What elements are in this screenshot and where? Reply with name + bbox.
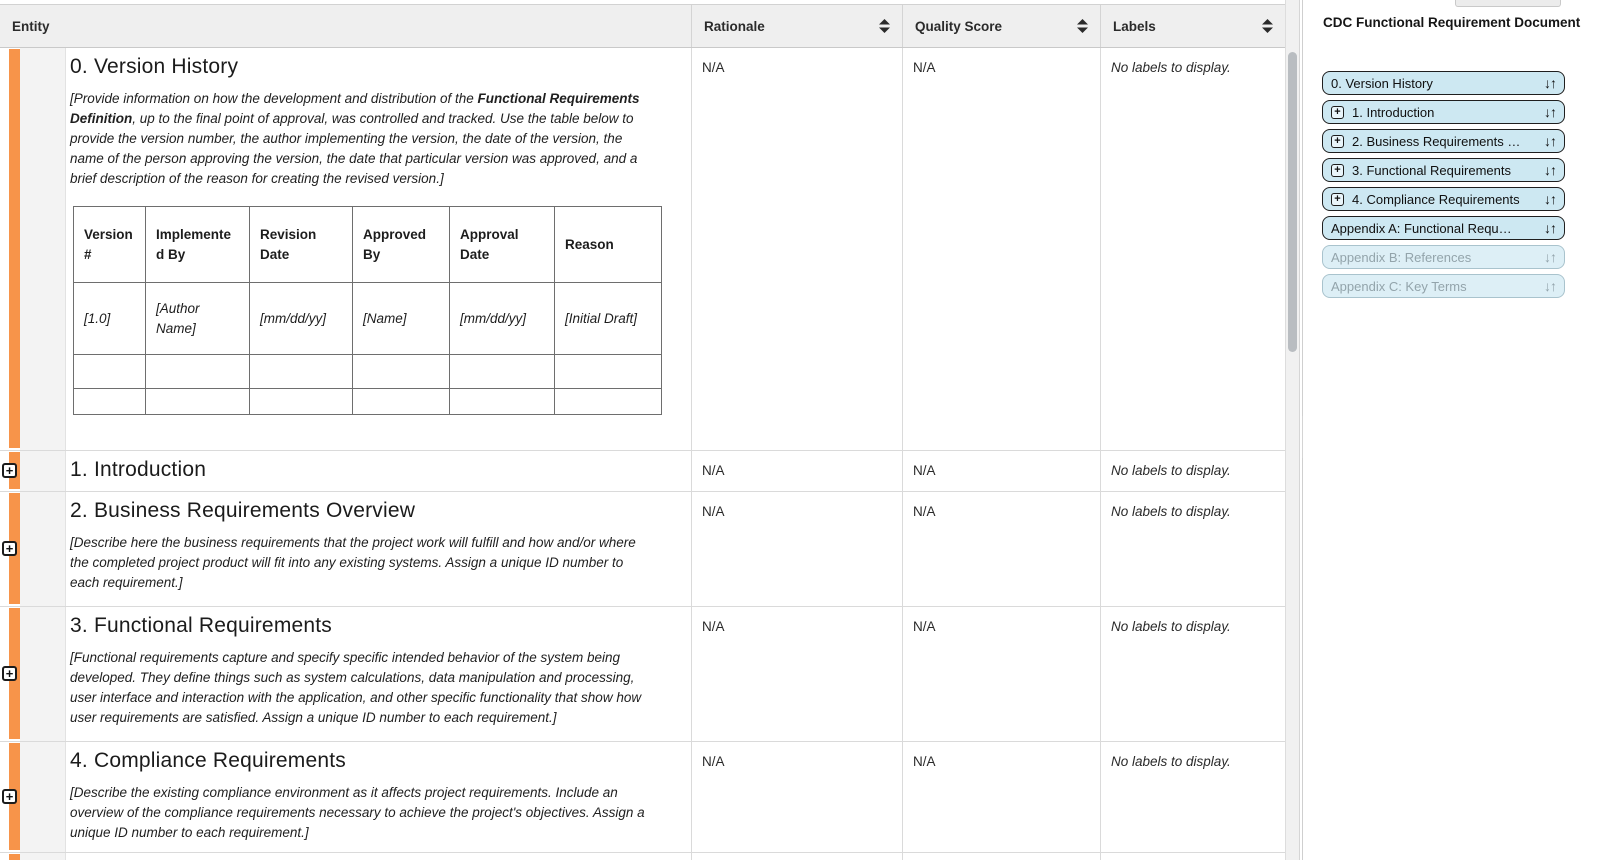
column-label: Entity: [12, 18, 50, 34]
version-table-cell: [74, 355, 146, 389]
version-table-cell: [74, 389, 146, 415]
table-row: [0, 492, 1285, 607]
section-description: [70, 89, 650, 189]
expand-section-icon[interactable]: +: [1331, 106, 1344, 119]
table-row: [0, 607, 1285, 742]
version-table-cell: [146, 389, 250, 415]
version-table-cell: [250, 355, 353, 389]
table-body: [0, 48, 1285, 860]
version-table-cell: [353, 389, 450, 415]
column-label: Quality Score: [915, 18, 1003, 34]
sort-icon[interactable]: [1262, 19, 1273, 33]
column-header-quality-score[interactable]: [902, 5, 1100, 47]
rationale-cell: N/A: [691, 48, 902, 450]
outline-item[interactable]: [1322, 245, 1565, 269]
expand-row-button[interactable]: +: [2, 789, 17, 804]
expand-row-button[interactable]: +: [2, 541, 17, 556]
labels-cell: No labels to display.: [1100, 48, 1285, 450]
column-header-rationale[interactable]: [691, 5, 902, 47]
version-table-cell: [mm/dd/yy]: [250, 283, 353, 355]
table-row: [0, 48, 1285, 451]
table-header-row: [0, 4, 1285, 48]
vertical-scrollbar-track[interactable]: [1285, 0, 1300, 860]
row-gutter: [20, 853, 66, 860]
labels-cell: No labels to display.: [1100, 742, 1285, 852]
outline-item-label: 3. Functional Requirements: [1352, 162, 1511, 178]
labels-cell: [1100, 853, 1285, 860]
browser-tab-edge[interactable]: [1455, 0, 1561, 7]
labels-cell: No labels to display.: [1100, 492, 1285, 606]
entity-cell: [0, 607, 691, 741]
version-table-header-cell: Version #: [74, 207, 146, 283]
outline-item-label: Appendix C: Key Terms: [1331, 278, 1467, 294]
move-up-down-icon[interactable]: ↓↑: [1544, 220, 1556, 236]
version-table-cell: [353, 355, 450, 389]
entity-cell: [0, 742, 691, 852]
column-header-entity: [0, 5, 691, 47]
description-text: [Describe here the business requirements that the project work will fulfill and how and/or where the completed project product will fit into any existing systems. Assign a unique ID number to each requirement.]: [70, 535, 636, 590]
outline-item[interactable]: [1322, 71, 1565, 95]
version-table-cell: [1.0]: [74, 283, 146, 355]
section-heading: 2. Business Requirements Overview: [70, 499, 416, 522]
section-heading: 3. Functional Requirements: [70, 614, 332, 637]
section-heading: 1. Introduction: [70, 458, 207, 481]
outline-item-label: 2. Business Requirements …: [1352, 133, 1521, 149]
sort-icon[interactable]: [1077, 19, 1088, 33]
entity-cell: [0, 48, 691, 450]
quality-score-cell: N/A: [902, 607, 1100, 741]
version-table-cell: [555, 355, 662, 389]
version-table-cell: [450, 355, 555, 389]
table-row: [0, 451, 1285, 492]
table-row-partial: [0, 853, 1285, 860]
entity-cell: [0, 853, 691, 860]
outline-item[interactable]: [1322, 216, 1565, 240]
outline-item[interactable]: [1322, 158, 1565, 182]
move-up-down-icon[interactable]: ↓↑: [1544, 278, 1556, 294]
row-gutter: [20, 451, 66, 491]
description-text: [Describe the existing compliance environment as it affects project requirements. Include an overview of the compliance requirements necessary to achieve the project's objectives. Assign a unique ID number to each requirement.]: [70, 785, 645, 840]
outline-item-label: 1. Introduction: [1352, 104, 1435, 120]
move-up-down-icon[interactable]: ↓↑: [1544, 133, 1556, 149]
document-outline-panel: [1303, 0, 1606, 860]
quality-score-cell: N/A: [902, 451, 1100, 491]
expand-section-icon[interactable]: +: [1331, 193, 1344, 206]
rationale-cell: N/A: [691, 742, 902, 852]
entity-cell: [0, 492, 691, 606]
move-up-down-icon[interactable]: ↓↑: [1544, 249, 1556, 265]
labels-cell: No labels to display.: [1100, 607, 1285, 741]
document-title: CDC Functional Requirement Document: [1323, 15, 1581, 30]
version-table-header-cell: Approved By: [353, 207, 450, 283]
version-table-header-cell: Implemented By: [146, 207, 250, 283]
outline-list: [1322, 71, 1565, 298]
quality-score-cell: N/A: [902, 492, 1100, 606]
quality-score-cell: N/A: [902, 48, 1100, 450]
version-table-row: [74, 283, 662, 355]
table-row: [0, 742, 1285, 853]
section-heading: 4. Compliance Requirements: [70, 749, 346, 772]
version-table-cell: [Initial Draft]: [555, 283, 662, 355]
version-table-cell: [146, 355, 250, 389]
outline-item-label: 0. Version History: [1331, 75, 1433, 91]
outline-item[interactable]: [1322, 129, 1565, 153]
move-up-down-icon[interactable]: ↓↑: [1544, 104, 1556, 120]
column-label: Labels: [1113, 18, 1156, 34]
row-gutter: [20, 48, 66, 450]
expand-row-button[interactable]: +: [2, 666, 17, 681]
description-text: [Functional requirements capture and specify specific intended behavior of the system being developed. They define things such as system calculations, data manipulation and processing, user interface and interaction with the application, and other specific functionality that show how user requirements are satisfied. Assign a unique ID number to each requirement.]: [70, 650, 642, 725]
version-history-table: [73, 206, 662, 415]
row-accent-bar: [9, 854, 20, 860]
row-gutter: [20, 492, 66, 606]
row-gutter: [20, 607, 66, 741]
quality-score-cell: N/A: [902, 742, 1100, 852]
section-description: [70, 783, 650, 843]
quality-score-cell: [902, 853, 1100, 860]
outline-item-label: 4. Compliance Requirements: [1352, 191, 1520, 207]
version-table-header-cell: Revision Date: [250, 207, 353, 283]
version-table-cell: [250, 389, 353, 415]
version-table-row: [74, 355, 662, 389]
entity-cell: [0, 451, 691, 491]
outline-item[interactable]: [1322, 274, 1565, 298]
move-up-down-icon[interactable]: ↓↑: [1544, 162, 1556, 178]
rationale-cell: [691, 853, 902, 860]
version-table-header-cell: Approval Date: [450, 207, 555, 283]
column-label: Rationale: [704, 18, 765, 34]
expand-row-button[interactable]: +: [2, 463, 17, 478]
description-bold-text: Functional Requirements Definition: [70, 91, 640, 126]
row-accent-bar: [9, 49, 20, 448]
rationale-cell: N/A: [691, 451, 902, 491]
rationale-cell: N/A: [691, 607, 902, 741]
move-up-down-icon[interactable]: ↓↑: [1544, 191, 1556, 207]
description-text: , up to the final point of approval, was controlled and tracked. Use the table below to provide the version number, the author implementing the version, the date of the version, the name of the person approving the version, the date that particular version was approved, and a brief description of the reason for creating the revised version.]: [70, 111, 638, 186]
expand-section-icon[interactable]: +: [1331, 135, 1344, 148]
sort-icon[interactable]: [879, 19, 890, 33]
version-table-header-cell: Reason: [555, 207, 662, 283]
version-table-row: [74, 389, 662, 415]
section-description: [70, 533, 650, 593]
outline-item-label: Appendix B: References: [1331, 249, 1472, 265]
move-up-down-icon[interactable]: ↓↑: [1544, 75, 1556, 91]
labels-cell: No labels to display.: [1100, 451, 1285, 491]
row-gutter: [20, 742, 66, 852]
outline-item[interactable]: [1322, 100, 1565, 124]
column-header-labels[interactable]: [1100, 5, 1285, 47]
section-description: [70, 648, 650, 728]
outline-item[interactable]: [1322, 187, 1565, 211]
rationale-cell: N/A: [691, 492, 902, 606]
version-table-cell: [mm/dd/yy]: [450, 283, 555, 355]
expand-section-icon[interactable]: +: [1331, 164, 1344, 177]
description-text: [Provide information on how the development and distribution of the: [70, 91, 478, 106]
version-table-cell: [450, 389, 555, 415]
version-table-cell: [555, 389, 662, 415]
section-heading: 0. Version History: [70, 55, 239, 78]
version-table-header-row: [74, 207, 662, 283]
vertical-scrollbar-thumb[interactable]: [1288, 52, 1297, 352]
version-table-cell: [Author Name]: [146, 283, 250, 355]
version-table-cell: [Name]: [353, 283, 450, 355]
outline-item-label: Appendix A: Functional Requ…: [1331, 220, 1512, 236]
